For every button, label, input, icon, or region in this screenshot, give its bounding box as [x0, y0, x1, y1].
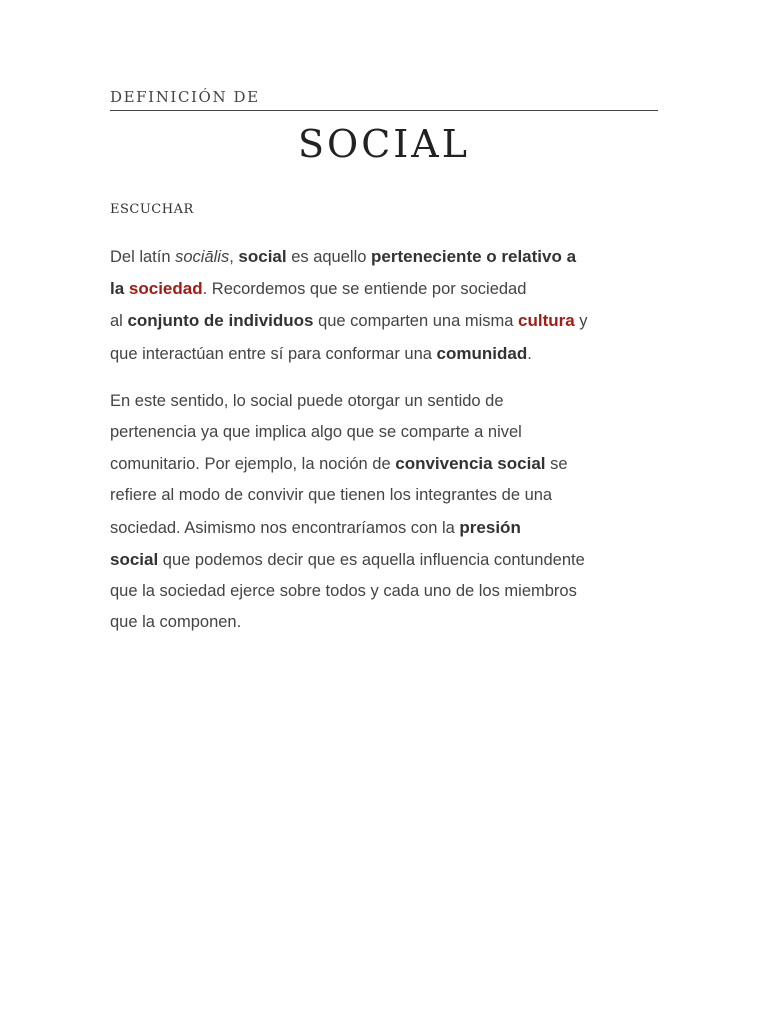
- term-social: social: [110, 549, 159, 569]
- text-line: que la componen.: [110, 613, 242, 632]
- text-run: ,: [229, 248, 239, 266]
- text-run: y: [574, 312, 588, 331]
- text-run: al: [110, 312, 128, 331]
- text-line: pertenencia ya que implica algo que se comparte a nivel: [110, 423, 522, 442]
- text-line: [110, 273, 660, 305]
- term-conjunto-de-individuos: conjunto de individuos: [127, 311, 314, 331]
- term-la: la: [110, 279, 129, 299]
- definition-body: [110, 241, 660, 654]
- listen-button[interactable]: ESCUCHAR: [110, 202, 194, 217]
- page-title: SOCIAL: [298, 122, 470, 166]
- paragraph-meaning: [110, 386, 660, 639]
- link-cultura[interactable]: cultura: [518, 311, 575, 331]
- text-run: que podemos decir que es aquella influencia contundente: [158, 550, 585, 569]
- text-run: Del latín: [110, 248, 176, 266]
- text-line: [110, 448, 660, 480]
- text-run: se: [545, 455, 568, 474]
- text-line: [110, 512, 660, 544]
- term-comunidad: comunidad: [436, 343, 528, 363]
- latin-term: sociālis: [175, 248, 230, 266]
- text-run: .: [527, 344, 532, 363]
- link-sociedad[interactable]: sociedad: [128, 279, 203, 299]
- term-convivencia-social: convivencia social: [395, 454, 546, 474]
- text-run: . Recordemos que se entiende por sociedad: [202, 280, 527, 299]
- paragraph-etymology: [110, 241, 660, 370]
- text-line: [110, 338, 660, 370]
- page-kicker: DEFINICIÓN DE: [110, 88, 260, 106]
- text-line: [110, 544, 660, 576]
- text-run: que interactúan entre sí para conformar una: [110, 344, 437, 363]
- term-perteneciente: perteneciente o relativo a: [371, 247, 577, 266]
- text-run: comunitario. Por ejemplo, la noción de: [110, 455, 396, 474]
- text-run: que comparten una misma: [313, 312, 519, 331]
- text-line: que la sociedad ejerce sobre todos y cada uno de los miembros: [110, 582, 577, 601]
- text-line: En este sentido, lo social puede otorgar un sentido de: [110, 391, 504, 410]
- text-line: [110, 305, 660, 337]
- text-line: [110, 241, 660, 273]
- term-presion: presión: [459, 517, 521, 537]
- header-divider: [110, 110, 658, 111]
- term-social: social: [238, 247, 287, 266]
- text-run: es aquello: [286, 248, 372, 266]
- text-line: refiere al modo de convivir que tienen los integrantes de una: [110, 486, 553, 505]
- text-run: sociedad. Asimismo nos encontraríamos con la: [110, 518, 460, 537]
